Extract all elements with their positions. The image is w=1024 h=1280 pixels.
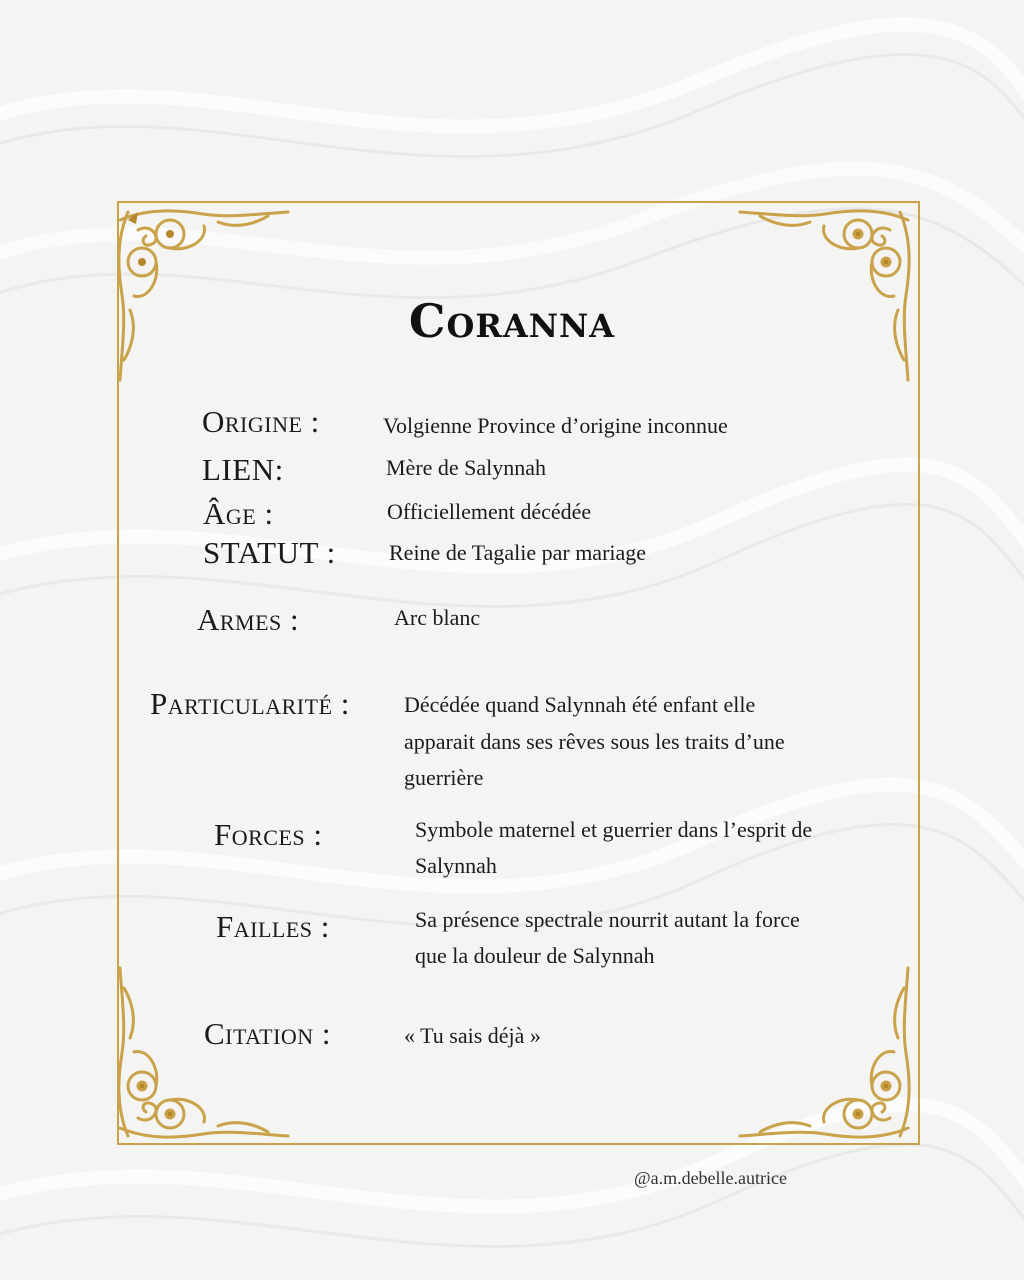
armes-label: Armes : xyxy=(197,602,300,637)
failles-value-line-1: Sa présence spectrale nourrit autant la force xyxy=(415,907,800,932)
citation-value: « Tu sais déjà » xyxy=(404,1023,541,1048)
failles-value-line-2: que la douleur de Salynnah xyxy=(415,943,655,968)
age-value: Officiellement décédée xyxy=(387,499,592,524)
armes-value: Arc blanc xyxy=(394,605,481,630)
particularite-value-line-3: guerrière xyxy=(404,765,484,790)
statut-value: Reine de Tagalie par mariage xyxy=(389,540,647,565)
bottom-left-ornament-icon xyxy=(108,958,298,1148)
lien-label: LIEN: xyxy=(202,452,284,487)
failles-label: Failles : xyxy=(216,909,330,944)
author-handle: @a.m.debelle.autrice xyxy=(634,1168,787,1188)
bottom-right-ornament-icon xyxy=(730,958,920,1148)
age-label: Âge : xyxy=(203,496,274,531)
forces-value-line-1: Symbole maternel et guerrier dans l’esprit de xyxy=(415,817,813,842)
statut-label: STATUT : xyxy=(203,535,336,570)
origine-label: Origine : xyxy=(202,404,320,439)
origine-value: Volgienne Province d’origine inconnue xyxy=(383,413,728,438)
lien-value: Mère de Salynnah xyxy=(386,455,547,480)
citation-label: Citation : xyxy=(204,1016,332,1051)
forces-label: Forces : xyxy=(214,817,323,852)
particularite-value-line-2: apparait dans ses rêves sous les traits d’une xyxy=(404,729,785,754)
character-name-title: Coranna xyxy=(408,294,616,348)
particularite-label: Particularité : xyxy=(150,686,350,721)
forces-value-line-2: Salynnah xyxy=(415,853,497,878)
particularite-value-line-1: Décédée quand Salynnah été enfant elle xyxy=(404,692,756,717)
